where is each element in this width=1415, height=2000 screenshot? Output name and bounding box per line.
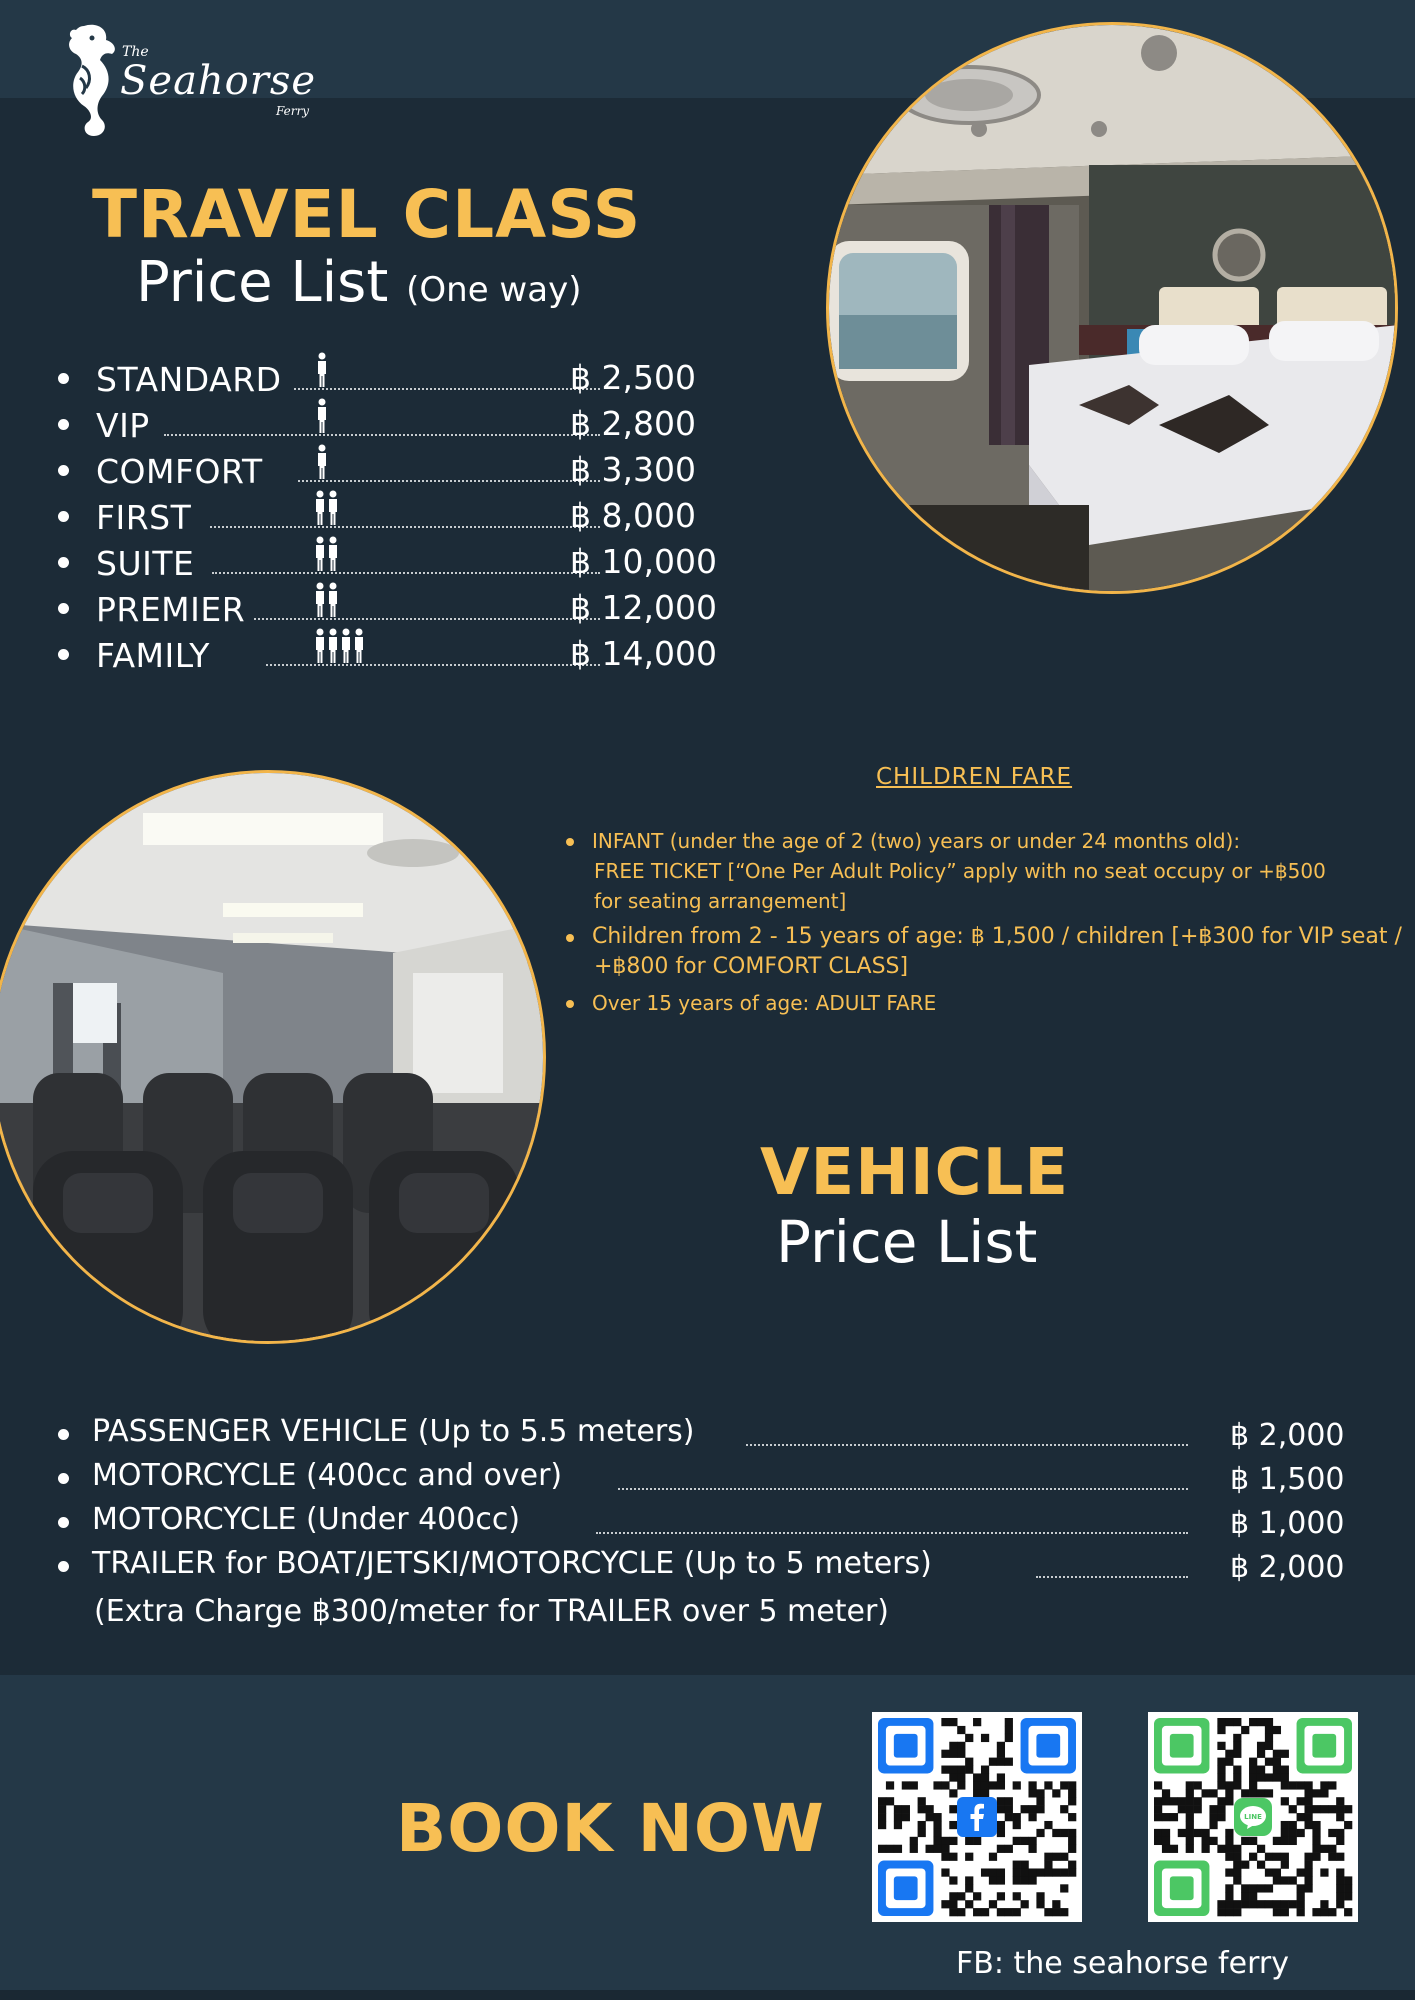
over-15-fare-item	[566, 988, 1406, 1018]
person-icon	[327, 536, 339, 572]
person-icons	[314, 582, 339, 618]
passenger-seats-photo	[0, 770, 546, 1344]
person-icons	[316, 352, 328, 388]
dotted-leader	[212, 572, 600, 574]
child-fare-line: +฿800 for COMFORT CLASS]	[594, 954, 909, 979]
person-icons	[316, 398, 328, 434]
dotted-leader	[618, 1488, 1188, 1490]
person-icons	[316, 444, 328, 480]
class-row-premier	[58, 588, 728, 628]
class-price: ฿ 10,000	[570, 542, 717, 581]
vehicle-title: VEHICLE	[760, 1136, 1070, 1210]
class-name: SUITE	[96, 544, 195, 583]
person-icon	[327, 582, 339, 618]
facebook-qr-code[interactable]	[872, 1712, 1082, 1922]
footer-strip	[0, 1990, 1415, 2000]
class-name: STANDARD	[96, 360, 282, 399]
vehicle-name: PASSENGER VEHICLE (Up to 5.5 meters)	[92, 1414, 695, 1449]
trailer-extra-charge-note: (Extra Charge ฿300/meter for TRAILER over 5 meter)	[94, 1594, 889, 1629]
child-2-15-fare-item	[566, 922, 1406, 982]
facebook-icon	[957, 1797, 997, 1837]
person-icons	[314, 490, 339, 526]
bullet	[58, 649, 69, 660]
bullet	[58, 1561, 69, 1572]
dotted-leader	[254, 618, 600, 620]
bullet	[58, 511, 69, 522]
child-fare-line: FREE TICKET [“One Per Adult Policy” apply with no seat occupy or +฿500	[594, 859, 1326, 883]
person-icon	[316, 398, 328, 434]
dotted-leader	[210, 526, 600, 528]
class-row-standard	[58, 358, 728, 398]
person-icon	[316, 444, 328, 480]
line-qr-code[interactable]	[1148, 1712, 1358, 1922]
seahorse-icon	[62, 22, 120, 140]
book-now-heading: BOOK NOW	[396, 1790, 825, 1867]
class-row-suite	[58, 542, 728, 582]
vehicle-row-trailer	[58, 1546, 1358, 1586]
class-price: ฿ 3,300	[570, 450, 696, 489]
class-price: ฿ 2,500	[570, 358, 696, 397]
class-price: ฿ 14,000	[570, 634, 717, 673]
person-icon	[314, 490, 326, 526]
vehicle-price: ฿ 2,000	[1230, 1418, 1345, 1453]
vehicle-row-passenger	[58, 1414, 1358, 1454]
children-fare-list	[566, 826, 1406, 1024]
dotted-leader	[298, 480, 600, 482]
dotted-leader	[1036, 1576, 1188, 1578]
class-row-vip	[58, 404, 728, 444]
class-row-first	[58, 496, 728, 536]
vehicle-name: MOTORCYCLE (400cc and over)	[92, 1458, 563, 1493]
bullet	[58, 373, 69, 384]
bullet	[58, 419, 69, 430]
logo-name: Seahorse	[120, 58, 317, 104]
travel-class-subtitle	[136, 250, 581, 315]
child-fare-line: Children from 2 - 15 years of age: ฿ 1,500 / children [+฿300 for VIP seat /	[592, 924, 1402, 949]
class-name: VIP	[96, 406, 150, 445]
bullet	[58, 603, 69, 614]
price-list-label: Price List	[136, 250, 389, 315]
line-icon	[1234, 1798, 1272, 1836]
bullet	[58, 557, 69, 568]
bullet	[58, 1473, 69, 1484]
person-icons	[314, 628, 365, 664]
svg-text:LINE: LINE	[1244, 1813, 1262, 1821]
children-fare-title: CHILDREN FARE	[876, 764, 1073, 790]
vehicle-price: ฿ 1,000	[1230, 1506, 1345, 1541]
bullet	[58, 1429, 69, 1440]
vehicle-price: ฿ 1,500	[1230, 1462, 1345, 1497]
person-icon	[314, 582, 326, 618]
bullet	[58, 465, 69, 476]
person-icons	[314, 536, 339, 572]
class-price: ฿ 12,000	[570, 588, 717, 627]
class-price: ฿ 8,000	[570, 496, 696, 535]
person-icon	[314, 536, 326, 572]
person-icon	[340, 628, 352, 664]
travel-class-title: TRAVEL CLASS	[92, 176, 642, 253]
person-icon	[314, 628, 326, 664]
person-icon	[316, 352, 328, 388]
dotted-leader	[164, 434, 600, 436]
vehicle-name: MOTORCYCLE (Under 400cc)	[92, 1502, 521, 1537]
class-row-family	[58, 634, 728, 674]
vehicle-subtitle: Price List	[776, 1208, 1038, 1276]
facebook-handle: FB: the seahorse ferry	[956, 1946, 1289, 1981]
person-icon	[327, 628, 339, 664]
dotted-leader	[266, 664, 600, 666]
bullet	[58, 1517, 69, 1528]
logo-the-text: The	[122, 44, 149, 60]
infant-fare-item	[566, 826, 1406, 916]
class-price: ฿ 2,800	[570, 404, 696, 443]
dotted-leader	[596, 1532, 1188, 1534]
class-name: PREMIER	[96, 590, 246, 629]
dotted-leader	[746, 1444, 1188, 1446]
vehicle-row-motorcycle-over-400	[58, 1458, 1358, 1498]
class-row-comfort	[58, 450, 728, 490]
child-fare-line: INFANT (under the age of 2 (two) years or under 24 months old):	[592, 829, 1241, 853]
vehicle-price: ฿ 2,000	[1230, 1550, 1345, 1585]
logo-sub: Ferry	[276, 104, 310, 118]
class-name: COMFORT	[96, 452, 263, 491]
cabin-bedroom-photo	[826, 22, 1398, 594]
child-fare-line: Over 15 years of age: ADULT FARE	[592, 991, 937, 1015]
person-icon	[353, 628, 365, 664]
person-icon	[327, 490, 339, 526]
vehicle-name: TRAILER for BOAT/JETSKI/MOTORCYCLE (Up to 5 meters)	[92, 1546, 932, 1581]
child-fare-line: for seating arrangement]	[594, 889, 847, 913]
one-way-note: (One way)	[406, 270, 582, 310]
class-name: FIRST	[96, 498, 192, 537]
dotted-leader	[294, 388, 600, 390]
class-name: FAMILY	[96, 636, 210, 675]
vehicle-row-motorcycle-under-400	[58, 1502, 1358, 1542]
